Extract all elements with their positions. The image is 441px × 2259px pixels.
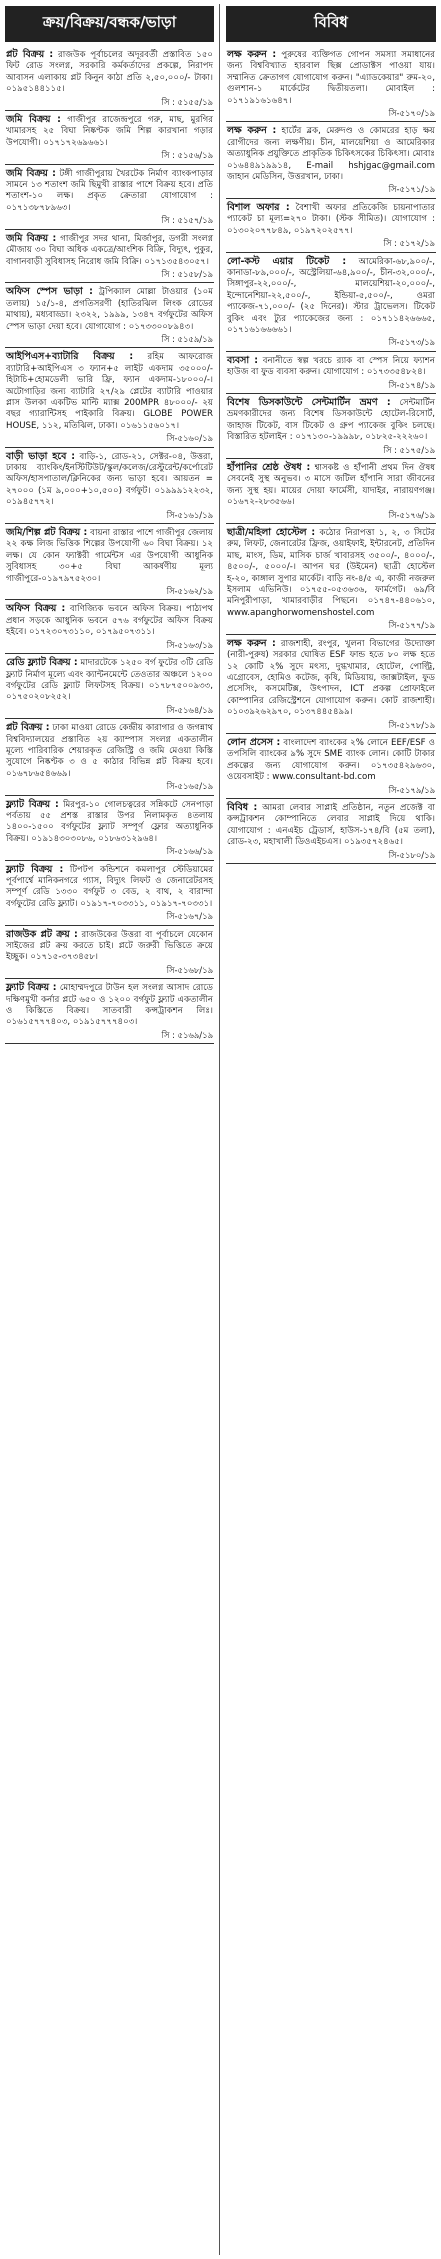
ad-heading: রাজউক প্লট ক্রয় : xyxy=(6,928,78,940)
ad-code: সি-৫১৬৩/১৯ xyxy=(166,639,213,650)
right-ads-list xyxy=(226,46,436,864)
ad-heading: হাঁপানির শ্রেষ্ঠ ঔষধ : xyxy=(227,462,311,473)
ad-code: সি-৫১৬৪/১৯ xyxy=(166,704,213,715)
ad-body: শ্বাসকষ্ট ও হাঁপানী প্রথম দিন ঔষধ সেবনেই সুস্থ অনুভব। ৩ মাসে জটিল হাঁপানি সারা জীবনের জন্য সুস্থ হয়। মায়ের দোয়া ফার্মেসী, যাদাইর, নারায়ণগঞ্জ। ০১৬৭২-২৮৩৫৬৬। xyxy=(227,463,436,508)
classified-ad xyxy=(5,979,214,1044)
ad-body: বৈশাখী অফার প্রতিকেজি চায়নাপাতার প্যাকেট চা মূল্য=২৭০ টাকা। (স্টক সীমিত)। যোগাযোগ : ০১৩০২০৭৭৮৪৯, ০১৯৭২০২৫৭৭। xyxy=(227,202,436,236)
left-column xyxy=(5,6,214,2253)
ad-code: সি : ৫১৫৫/১৯ xyxy=(161,96,213,107)
ad-body: রাজশাহী, রংপুর, খুলনা বিভাগের উদ্যোক্তা (নারী-পুরুষ) সরকার ঘোষিত ESF ফান্ড হতে ৮০ লক্ষ হতে ১২ কোটি ২% সুদে মৎস্য, দুগ্ধখামার, হোটেল, পোল্ট্রি, এগ্রোবেস, হোমিও কটেজ, কৃষি, মিডিয়ায়, জাক্সটাইল, ফুড প্রসেসিং, কসমেটিক্স, উৎপাদন, ICT প্রকল্প প্রোফাইলে কোম্পানির রেজিস্ট্রেশনে যোগাযোগ করুন। কোট রাজশাহী। ০১০৩৯২৬২৯৭০, ০১৩৭৪৪৫৪৯৯। xyxy=(227,638,435,718)
ad-code: সি : ৫১৫৯/১৯ xyxy=(161,333,213,344)
classified-ad xyxy=(226,524,436,635)
classified-ad xyxy=(226,635,436,734)
ad-heading: আইপিএস+ব্যাটারি বিক্রয় : xyxy=(6,351,134,363)
ad-body: বাড়ি-১, রোড-২১, সেক্টর-০৪, উত্তরা, ঢাকায় ব্যাংকিং/ইনস্টিটিউট/স্কুল/কলেজ/রেস্টুরেন্ট/কর্পোরেট অফিস/হাসপাতাল/ক্লিনিকের জন্য ভাড়া হবে। আয়তন = ২৭০০০ (১ম ৯,০০০+১০,৫০০) বর্গফুট। ০১৯৯৯১২২৩২, ০১৯৪৫৭৭২। xyxy=(6,451,213,508)
classified-ad xyxy=(5,524,214,600)
ad-code: সি-৫১৮০/১৯ xyxy=(388,849,435,860)
ad-body: ঢাকা মাওয়া রোডে কেন্দ্রীয় কারাগার ও জগন্নাথ বিশ্ববিদ্যালয়ের প্রস্তাবিত ২য় ক্যাম্পাস সংলগ্ন একতালীন মূল্যে পারিবারিক শেয়ারকৃত রেজিস্ট্রি ও জমি মেওয়া কিস্তি সুযোগে নিষ্কণ্টক ৩ ও ৫ কাঠার বিভিন্ন প্লট বিক্রয় হবে। ০১৬৭৮৬৫৪৬৬৯। xyxy=(6,723,214,779)
ad-heading: রেডি ফ্ল্যাট বিক্রয় : xyxy=(6,657,78,669)
ad-body: মিরপুর-১০ গোলচত্বরের সন্নিকটে সেনপাড়া পর্বতায় ৫৫ প্রশস্ত রাস্তার উপর নিলামকৃত ৪তলায় ১৪০০-১৫০০ বর্গফুটের ফ্ল্যাট সম্পূর্ণ ফ্লোর অত্যাধুনিক বিক্রয়। ০১৯১৪৩০৩০৮৬, ০১৮৬৩১২৯৬৪। xyxy=(6,799,213,844)
ad-heading: ব্যবসা : xyxy=(227,354,259,366)
ad-heading: জমি বিক্রয় : xyxy=(6,167,56,179)
ad-heading: ছাত্রী/মহিলা হোস্টেল : xyxy=(227,527,316,539)
right-column xyxy=(226,6,436,2253)
ad-code: সি-৫১৭৯/১৯ xyxy=(388,784,435,795)
classified-ad xyxy=(226,122,436,198)
ad-body: বনানীতে স্বল্প খরচে র‍্যাক বা স্পেস নিয়ে ফ্যাশন হাউজ বা ফুড ব্যবসা করুন। যোগাযোগ : ০১৭৩৩৫৪৮২৪। xyxy=(227,355,435,378)
ad-code: সি : ৫১৭৫/১৯ xyxy=(383,444,435,455)
ad-heading: লক্ষ করুন : xyxy=(227,125,277,137)
ad-body: আমরা লেবার সাপ্লাই প্রতিষ্ঠান, নতুন প্রজেক্ট বা কন্সট্রাকশন কোম্পানিতে লেবার সাপ্লাই দিয়ে থাকি। যোগাযোগ : এনএইচ ট্রেডার্স, হাউস-১৭৪/বি (৫ম তলা), রোড-২৩, মহাখালী ডিওএইচএস। ০১৯৩৫৭২৪৬৫। xyxy=(227,802,435,848)
ad-code: সি-৫১৭৩/১৯ xyxy=(388,337,435,348)
ad-heading: জমি/শিল্প প্লট বিক্রয় : xyxy=(6,527,88,539)
ad-code: সি-৫১৬৭/১৯ xyxy=(166,911,213,922)
classified-ad xyxy=(5,283,214,348)
ad-heading: লো-কস্ট এয়ার টিকেট : xyxy=(227,255,347,267)
ad-code: সি-৫১৭০/১৯ xyxy=(388,108,435,119)
classified-ad xyxy=(226,352,436,394)
ad-heading: জমি বিক্রয় : xyxy=(6,114,61,126)
classified-ad xyxy=(5,600,214,654)
ad-body: টঙ্গী গাজীপুরায় খৈরটেক নির্মাণ ব্যাংকপাড়ার সামনে ১৩ শতাংশ জমি ছিমুখী রাস্তার পাশে বিক্রয় হবে। প্রতি শতাংশ-১০ লক্ষ। প্রকৃত ক্রেতারা যোগাযোগ : ০১৭১৩৮৭৮৯৬৩। xyxy=(6,168,213,213)
ad-heading: ফ্ল্যাট বিক্রয় : xyxy=(6,798,59,810)
ad-body: রহিম আফরোজ ব্যাটারি+আইপিএস ৩ ফ্যান+৫ লাইট একদাম ৩৫০০০/- হিটাচি+হোমডেলী ভারি ফ্রি, ফ্যান একদাম-১৮০০০/-। অটোগাড়ির জন্য ব্যাটারি ২৭/২৯ প্লেটের ব্যাটারি পাওয়ার প্লাস উলকা একটিভ মাল্টি ম্যাক্স 200MPR ৪৮০০০/- ২য় বছর গ্যারান্টিসহ পাইকারি বিক্রয়। GLOBE POWER HOUSE, ১১২, মতিঝিল, ঢাকা। ০১৬১১৫৬০১৭। xyxy=(6,352,213,431)
classified-ad xyxy=(226,199,436,253)
ad-body: সেন্টমার্টিন ভ্রমণকারীদের জন্য বিশেষ ডিসকাউন্টে হোটেল-রিসোর্ট, জাহাজ টিকেট, বাস টিকেট ও গ্রুপ প্যাকেজ বুকিং চলছে। বিস্তারিত হটলাইন : ০১৭১৩০-১৯৯৯৮, ০১৮২৫-২২২৬০। xyxy=(227,397,435,443)
ad-code: সি-৫১৬১/১৯ xyxy=(166,509,213,520)
classified-ad xyxy=(5,654,214,719)
classified-ad xyxy=(5,230,214,284)
ad-body: গাজীপুর রাজেন্দ্রপুরে গরু, মাছ, মুরগির খামারসহ ২৫ বিঘা নিষ্কণ্টক জমি শিল্প কারখানা গড়ার উপযোগী। ০১৭১৭২৬৯৬৬১। xyxy=(6,115,213,148)
left-ads-list xyxy=(5,46,214,1044)
ad-heading: লোন প্রসেস : xyxy=(227,736,281,748)
ad-heading: লক্ষ করুন : xyxy=(227,49,277,60)
ad-code: সি : ৫১৬৯/১৯ xyxy=(161,1029,213,1040)
ad-body: পুরুষের ব্যক্তিগত গোপন সমস্যা সমাধানের জন্য বিশ্ববিখ্যাত হারবাল ছিক্স প্রোডাক্টস পাওয়া যায়। সম্মানিত ক্রেতাগণ যোগাযোগ করুন। "এ্যাডকেয়ার" রুম-২০, গুলশান-১ মার্কেটের দ্বিতীয়তলা। মোবাইল : ০১৭১৯১৬১৬৪৭। xyxy=(227,50,435,106)
classified-ad xyxy=(5,348,214,447)
ad-body: বাংলাদেশ ব্যাংকের ২% লোনে EEF/ESF ও তপসিলি ব্যাংকের ৯% সুদে SME ব্যাংক লোন। কোটি টাকার প্রকল্পের জন্য যোগাযোগ করুন। ০১৭৩৫৪২৯৬৩০, ওয়েবসাইট : www.consultant-bd.com xyxy=(227,737,436,783)
classified-ad xyxy=(5,448,214,524)
ad-heading: অফিস স্পেস ভাড়া : xyxy=(6,286,93,298)
classified-ad xyxy=(5,719,214,795)
ad-heading: বিশেষ ডিসকাউন্টে সেন্টমার্টিন ভ্রমণ : xyxy=(227,396,391,408)
classified-ad xyxy=(5,796,214,861)
ad-body: মাদারটেকে ১২৫০ বর্গ ফুটের ৩টি রেডি ফ্ল্যাট নির্মাণ মূল্যে এবং ক্যান্টনমেন্টে তেওতার অঞ্চলে ১২০০ বর্গফুটের রেডি ফ্ল্যাট লিফটসহ বিক্রয়। ০১৭৮৭৫০০৯৩৩, ০১৭৫০২০৮২৫২। xyxy=(6,658,213,703)
left-column-title: ক্রয়/বিক্রয়/বন্ধক/ভাড়া xyxy=(5,6,214,42)
column-divider xyxy=(219,4,220,2255)
classified-ad xyxy=(226,253,436,352)
right-column-title: বিবিধ xyxy=(226,6,436,42)
classified-ad xyxy=(226,46,436,122)
ad-body: রাজউকের উত্তরা বা পূর্বাচলে যেকোন সাইজের প্লট ক্রয় করতে চাই। প্লটে জরুরী ভিত্তিতে ক্রয়ে ইচ্ছুক। ০১৭১৫-৩৭৩৪৫৮। xyxy=(6,929,213,963)
ad-code: সি-৫১৬৬/১৯ xyxy=(166,846,213,857)
ad-code: সি : ৫১৫৮/১৯ xyxy=(161,268,213,279)
classified-ad xyxy=(5,165,214,230)
ad-heading: ফ্ল্যাট বিক্রয় : xyxy=(6,982,57,994)
ad-code: সি-৫১৬৫/১৯ xyxy=(166,781,213,792)
classified-ad xyxy=(226,459,436,524)
ad-body: ট্রপিক্যাল মোল্লা টাওয়ার (১০ম তলায়) ১৫/১-৪, প্রগতিসরণী (হাতিরঝিল লিংক রোডের মাথায়), মধ্যবাড্ডা। ২৩২২, ১৯৯৯, ১৩৪৭ বর্গফুটের অফিস স্পেস ভাড়া দেয়া হবে। যোগাযোগ : ০১৭৩৩০০৮৯৪৩। xyxy=(6,287,213,332)
ad-heading: লক্ষ করুন : xyxy=(227,637,276,649)
ad-code: সি-৫১৬৮/১৯ xyxy=(166,964,213,975)
ad-body: গাজীপুর সদর থানা, মির্জাপুর, ডগরী সংলগ্ন মৌজায় ৩০ বিঘা অধিক একত্রে/আংশিক বিক্রি, বিদ্যুৎ, পুকুর, বাগানবাড়ী সুবিধাসহ নিরোধ জমি বিক্রি। ০১৭১৩৫৪৩০৫৭। xyxy=(6,233,214,267)
classified-ad xyxy=(5,926,214,980)
ad-body: মোহাম্মদপুরে টাউন হল সংলগ্ন আসাদ রোডে দক্ষিণমুখী কর্নার প্লটে ৬৫০ ও ১২০০ বর্গফুট ফ্ল্যাট একতালীন ও কিস্তিতে বিক্রয়। সাতবারী কন্সট্রাকশন লিঃ। ০১৬১৫৭৭৭৪০৩, ০১৯১৫৭৭৭৪০৩। xyxy=(6,983,213,1028)
ad-body: বায়না রাস্তার পাশে গাজীপুর জেলায় ২২ কক্ষ লিজ ভিত্তিক শিল্পের উপযোগী ৬০ বিঘা বিক্রয়। ১২ লক্ষ। যে কোন ফ্যাক্টরী গার্মেন্টস এর উপযোগী আধুনিক সুবিধাসহ ৩০+৫ বিঘা আকর্ষণীয় মূল্য গাজীপুরে-০১৯৭৯৭৫২৩০। xyxy=(6,528,213,584)
ad-code: সি-৫১৬২/১৯ xyxy=(166,586,213,597)
ad-heading: প্লট বিক্রয় : xyxy=(6,722,50,734)
ad-code: সি : ৫১৭২/১৯ xyxy=(383,238,435,249)
ad-code: সি : ৫১৫৭/১৯ xyxy=(161,215,213,226)
classified-ad xyxy=(5,111,214,165)
ad-code: সি-৫১৬০/১৯ xyxy=(166,433,213,444)
ad-heading: জমি বিক্রয় : xyxy=(6,232,57,244)
classified-ad xyxy=(5,46,214,111)
ad-code: সি-৫১৭৬/১৯ xyxy=(388,509,435,520)
ad-body: রাজউক পূর্বাচলের অদূরবর্তী প্রস্তাবিত ১৫০ ফিট রোড সংলগ্ন, সরকারি কর্মকর্তাদের প্রকল্পে, নিরাপদ আবাসন এলাকায় প্লট কিনুন কাঠা প্রতি ২,৫০,০০০/- টাকা। ০১৯৫১৪৪১১৫। xyxy=(6,50,214,95)
ad-code: সি : ৫১৫৬/১৯ xyxy=(161,150,213,161)
ad-body: টিপটপ কন্ডিশনে কমলাপুর স্টেডিয়ামের পূর্বপার্শ্বে মানিকনগরে গ্যাস, বিদ্যুৎ লিফট ও জেনারেটরসহ সম্পূর্ণ রেডি ১৩৩০ বর্গফুট ৩ বেড, ২ বাথ, ২ বারান্দা বর্গফুটের রেডি ফ্ল্যাট। ০১৯১৭-৭০৩৩১১, ০১৯১৭-৭০৩৩১। xyxy=(6,864,214,909)
ad-body: কঠোর নিরাপত্তা ১, ২, ৩ সিটের রুম, লিফট, জেনারেটর ফ্রিজ, ওয়াইফাই, ইন্টারনেট, প্রতিদিন মাছ, মাংস, ডিম, মাসিক চার্জ খাবারসহ ৩৫০০/-, ৪০০০/-, ৪৫০০/-, ৫০০০/-। আপন ঘর (উইমেন) ছাত্রী হোস্টেল হ-২০, কাঙ্গাল সুপার মার্কেট। বাড়ি নং-৪/৫ এ, কাজী নজরুল ইসলাম এভিনিউ। ০১৭৫৫-০৫৩৬৩৬, ফার্মগেট। ৬৯/বি মনিপুরীপাড়া, খামারবাড়ীর পিছনে। ০১৭৪৭-৪৪০৬১০, www.apanghorwomenshostel.com xyxy=(227,528,436,618)
ad-heading: বিবিধ : xyxy=(227,801,258,813)
classified-ad xyxy=(226,799,436,864)
classified-ad xyxy=(226,394,436,459)
classified-ad xyxy=(5,861,214,926)
ad-body: হার্টের ব্লক, মেরুদণ্ড ও কোমরের হাড় ক্ষয় রোগীদের জন্য লক্ষণীয়। চীন, মালয়েশিয়া ও আমেরিকার অত্যাধুনিক প্রযুক্তিতে প্রাকৃতিক চিকিৎসকের চিকিৎসা। মোবাঃ ০১৬৪৪৯১৯৯১৪, E-mail hshjgac@gmail.com জাহান মেডিসিন, উত্তরখান, ঢাকা। xyxy=(227,126,435,183)
ad-heading: বিশাল অফার : xyxy=(227,201,290,213)
ad-heading: প্লট বিক্রয় : xyxy=(6,49,54,60)
ad-heading: ফ্ল্যাট বিক্রয় : xyxy=(6,863,64,875)
ad-code: সি-৫১৭৪/১৯ xyxy=(388,379,435,390)
ad-body: বাণিজ্যিক ভবনে অফিস বিক্রয়। পাঠ্যপথ প্রধান সড়কে আধুনিক ভবনে ৫৭৬ বর্গফুটের অফিস বিক্রয় হইবে। ০১৭২৩০৭৩১১০, ০১৭৯৫০৭৩১১। xyxy=(6,604,213,638)
ad-code: সি-৫১৭৮/১৯ xyxy=(388,719,435,730)
ad-heading: অফিস বিক্রয় : xyxy=(6,603,66,615)
ad-code: সি-৫১৭১/১৯ xyxy=(388,184,435,195)
classified-ad xyxy=(226,734,436,799)
ad-heading: বাড়ী ভাড়া হবে : xyxy=(6,450,76,462)
ad-code: সি-৫১৭৭/১৯ xyxy=(388,620,435,631)
ad-body: আমেরিকা-৬৮,৯০০/-, কানাডা-৮৯,০০০/-, অস্ট্রেলিয়া-৬৪,৯০০/-, চীন-৩২,০০০/-, সিঙ্গাপুর-২২,০০০/-, মালয়েশিয়া-২০,০০০/-, ইন্দোনেশিয়া-২২,৫০০/-, ইন্ডিয়া-৫,৫০০/-, ওমরা প্যাকেজ-৭১,০০০/- (২৫ দিনের)। স্টার ট্রাভেলস। টিকেট বুকিং এবং ট্যুর প্যাকেজের জন্য : ০১৭১১৪২৬৬৬৫, ০১৭১৬১৬৬৬৬১। xyxy=(227,256,436,335)
